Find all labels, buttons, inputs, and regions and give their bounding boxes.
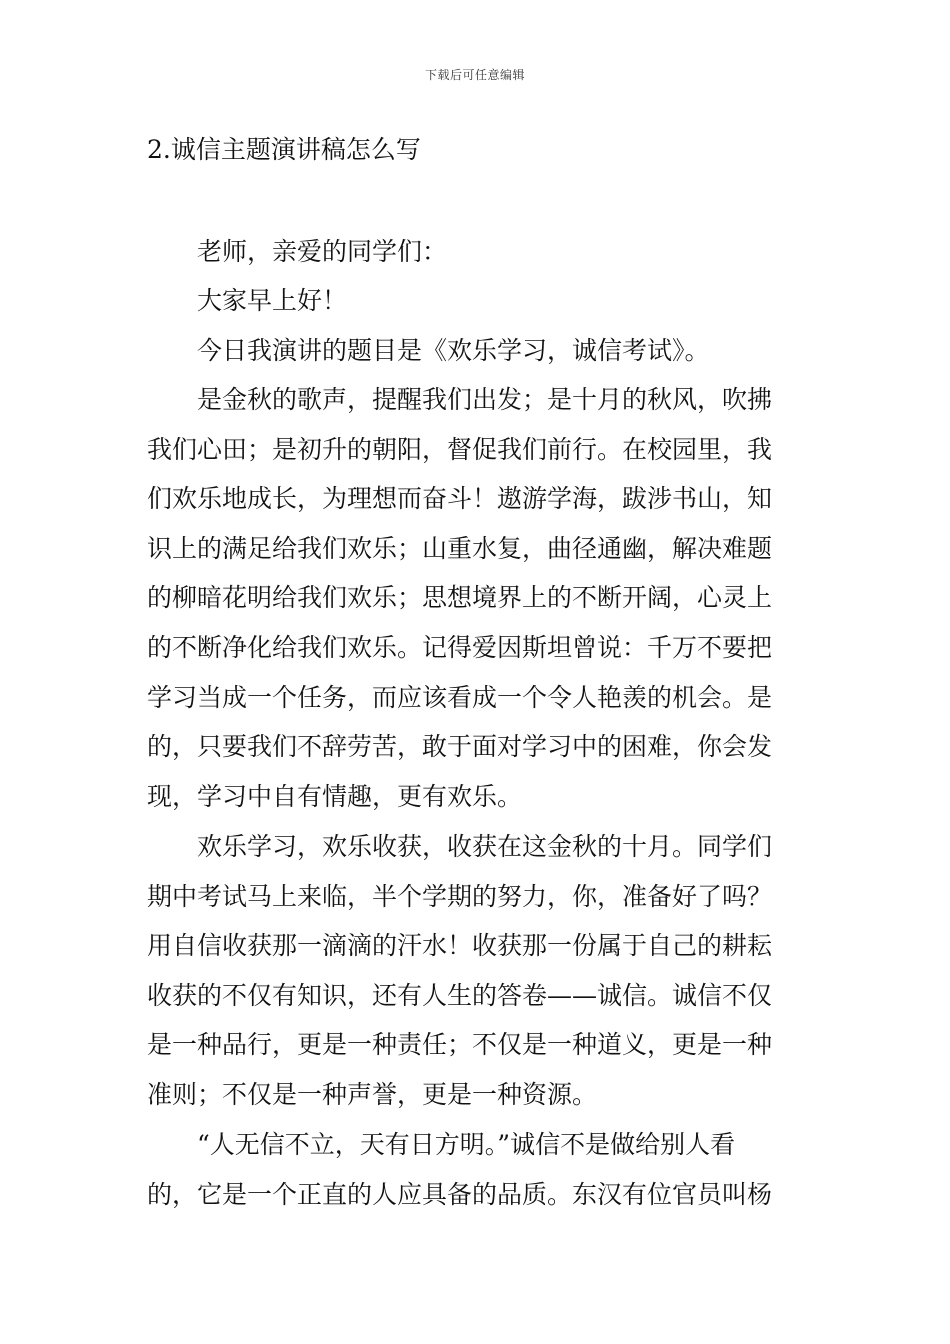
paragraph-greeting: [147, 227, 807, 277]
text-line: 今日我演讲的题目是《欢乐学习，诚信考试》。: [197, 336, 710, 365]
text-line: 是金秋的歌声，提醒我们出发；是十月的秋风，吹拂: [197, 385, 773, 414]
text-line: 用自信收获那一滴滴的汗水！收获那一份属于自己的耕耘: [147, 931, 773, 961]
text-line: 老师，亲爱的同学们：: [197, 237, 448, 266]
paragraph-autumn-learning: [147, 375, 807, 821]
text-line: 的不断净化给我们欢乐。记得爱因斯坦曾说：千万不要把: [147, 632, 773, 662]
page-header-note: 下载后可任意编辑: [424, 68, 525, 82]
text-line: 大家早上好！: [197, 286, 348, 315]
text-line: 我们心田；是初升的朝阳，督促我们前行。在校园里，我: [147, 434, 773, 464]
text-line: 准则；不仅是一种声誉，更是一种资源。: [147, 1079, 598, 1109]
paragraph-proverb: [147, 1120, 807, 1219]
text-line: 期中考试马上来临，半个学期的努力，你，准备好了吗？: [147, 881, 773, 911]
text-line: 的，它是一个正直的人应具备的品质。东汉有位官员叫杨: [147, 1179, 773, 1209]
text-line: 识上的满足给我们欢乐；山重水复，曲径通幽，解决难题: [147, 533, 773, 563]
paragraph-honesty-exam: [147, 822, 807, 1120]
paragraph-good-morning: [147, 276, 807, 326]
text-line: 们欢乐地成长，为理想而奋斗！遨游学海，跋涉书山，知: [147, 484, 773, 514]
text-line: 现，学习中自有情趣，更有欢乐。: [147, 781, 523, 811]
text-line: 欢乐学习，欢乐收获，收获在这金秋的十月。同学们: [197, 832, 773, 861]
text-line: “人无信不立，天有日方明。”诚信不是做给别人看: [197, 1130, 736, 1159]
text-line: 学习当成一个任务，而应该看成一个令人艳羡的机会。是: [147, 682, 773, 712]
text-line: 的柳暗花明给我们欢乐；思想境界上的不断开阔，心灵上: [147, 583, 773, 613]
document-title: 2.诚信主题演讲稿怎么写: [147, 135, 421, 164]
text-line: 是一种品行，更是一种责任；不仅是一种道义，更是一种: [147, 1030, 773, 1060]
text-line: 的，只要我们不辞劳苦，敢于面对学习中的困难，你会发: [147, 732, 773, 762]
text-line: 收获的不仅有知识，还有人生的答卷——诚信。诚信不仅: [147, 980, 773, 1010]
paragraph-speech-topic: [147, 326, 807, 376]
